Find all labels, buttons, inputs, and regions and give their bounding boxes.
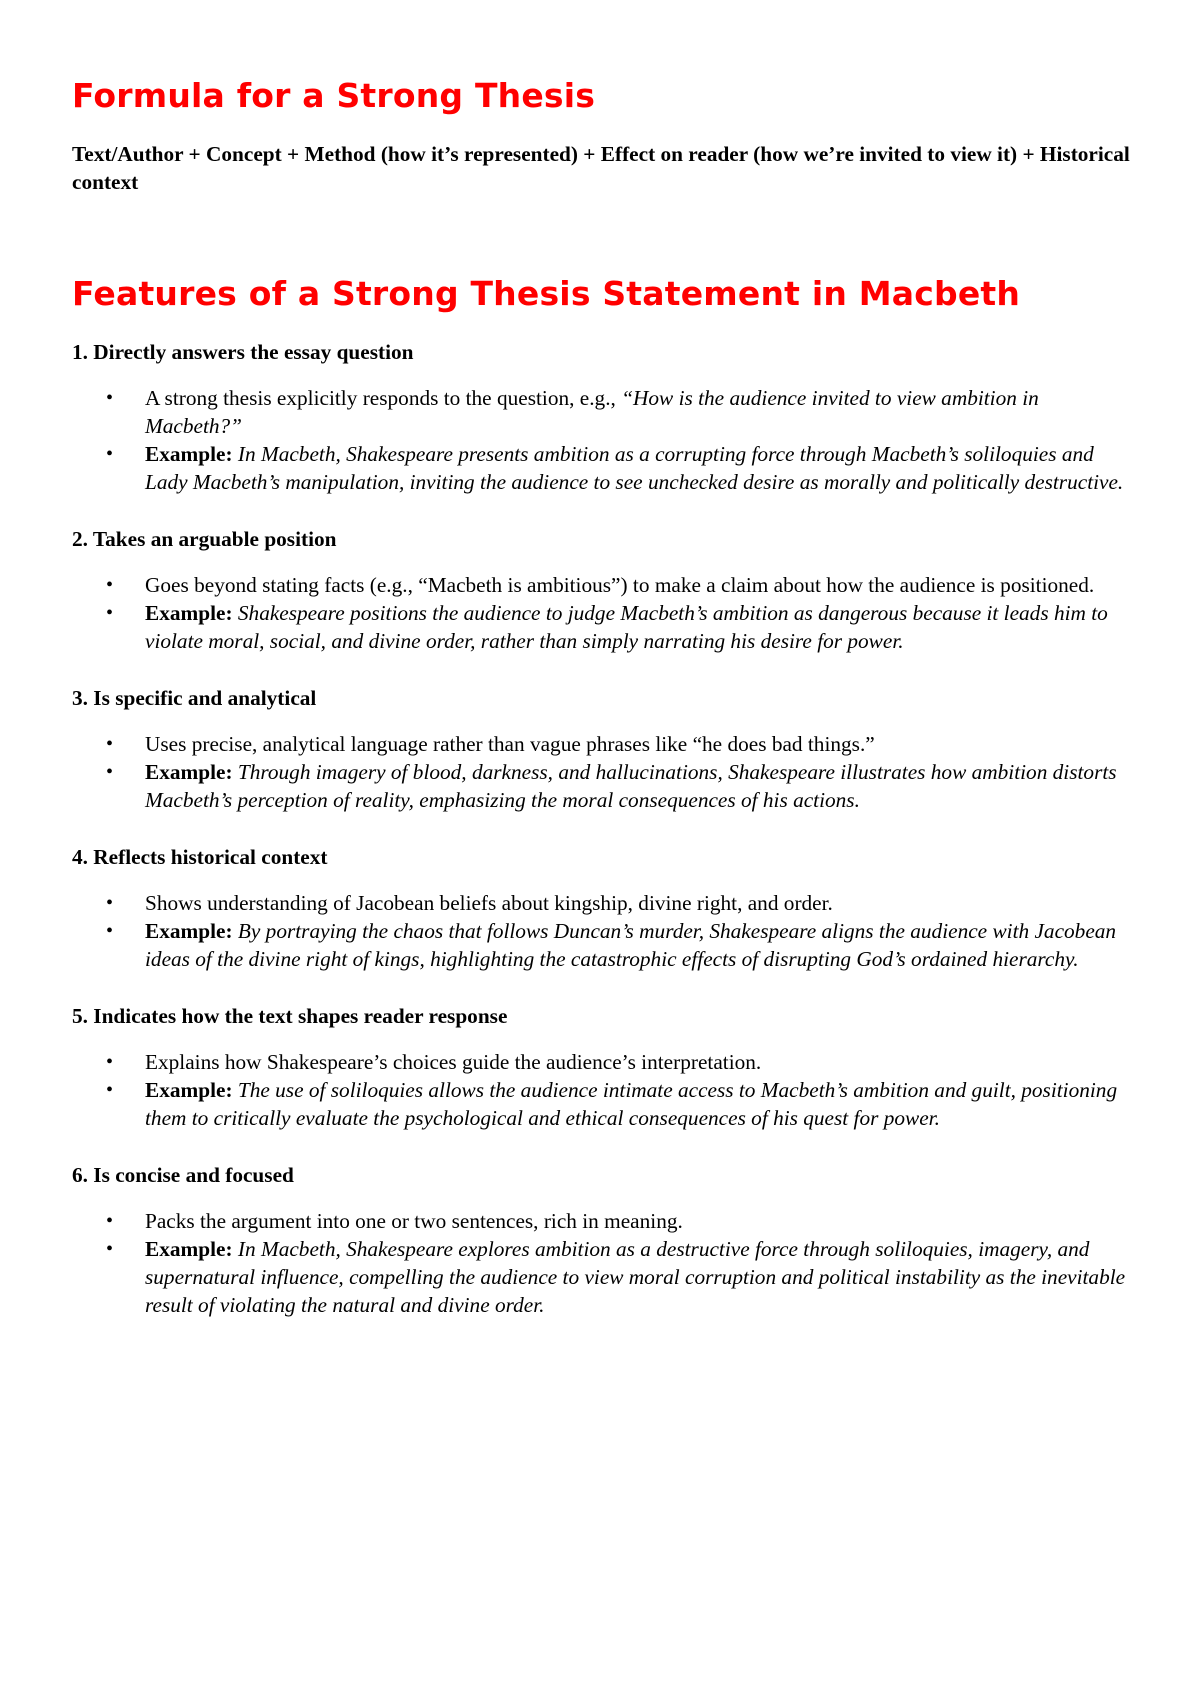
- point-text: Goes beyond stating facts (e.g., “Macbeth is ambitious”) to make a claim about how the audience is positioned.: [145, 573, 1095, 597]
- list-item: [72, 571, 1140, 599]
- list-item: [72, 1235, 1140, 1319]
- feature-title-5: 5. Indicates how the text shapes reader response: [72, 1004, 508, 1028]
- bullet-icon: •: [106, 1079, 114, 1101]
- example-text: Through imagery of blood, darkness, and hallucinations, Shakespeare illustrates how ambition distorts Macbeth’s perception of reality, emphasizing the moral consequences of his actions.: [145, 760, 1117, 812]
- feature-title-2: 2. Takes an arguable position: [72, 527, 337, 551]
- point-text: Explains how Shakespeare’s choices guide the audience’s interpretation.: [145, 1050, 762, 1074]
- feature-points-3: [72, 730, 1140, 814]
- example-label: Example:: [145, 1078, 233, 1102]
- bullet-icon: •: [106, 574, 114, 596]
- feature-points-4: [72, 889, 1140, 973]
- point-text: Uses precise, analytical language rather than vague phrases like “he does bad things.”: [145, 732, 875, 756]
- example-label: Example:: [145, 1237, 233, 1261]
- bullet-icon: •: [106, 1051, 114, 1073]
- feature-title-3: 3. Is specific and analytical: [72, 686, 317, 710]
- list-item: [72, 889, 1140, 917]
- bullet-icon: •: [106, 1210, 114, 1232]
- bullet-icon: •: [106, 920, 114, 942]
- bullet-icon: •: [106, 733, 114, 755]
- list-item: [72, 1048, 1140, 1076]
- feature-section-1: [72, 338, 1140, 496]
- document-content: [72, 76, 1140, 1319]
- point-text: Shows understanding of Jacobean beliefs about kingship, divine right, and order.: [145, 891, 833, 915]
- feature-points-6: [72, 1207, 1140, 1319]
- feature-section-3: [72, 684, 1140, 814]
- point-quote: “How is the audience invited to view ambition in Macbeth?”: [145, 386, 1039, 438]
- feature-points-2: [72, 571, 1140, 655]
- list-item: [72, 599, 1140, 655]
- example-text: In Macbeth, Shakespeare explores ambition as a destructive force through soliloquies, imagery, and supernatural influence, compelling the audience to view moral corruption and political instability as the inevitable result of violating the natural and divine order.: [145, 1237, 1126, 1317]
- feature-section-5: [72, 1002, 1140, 1132]
- bullet-icon: •: [106, 1238, 114, 1260]
- bullet-icon: •: [106, 602, 114, 624]
- feature-section-2: [72, 525, 1140, 655]
- list-item: [72, 1207, 1140, 1235]
- list-item: [72, 440, 1140, 496]
- list-item: [72, 758, 1140, 814]
- example-label: Example:: [145, 601, 233, 625]
- bullet-icon: •: [106, 761, 114, 783]
- point-text: A strong thesis explicitly responds to the question, e.g.,: [145, 386, 622, 410]
- feature-section-4: [72, 843, 1140, 973]
- example-text: Shakespeare positions the audience to judge Macbeth’s ambition as dangerous because it leads him to violate moral, social, and divine order, rather than simply narrating his desire for power.: [145, 601, 1108, 653]
- bullet-icon: •: [106, 892, 114, 914]
- example-text: The use of soliloquies allows the audience intimate access to Macbeth’s ambition and guilt, positioning them to critically evaluate the psychological and ethical consequences of his quest for power.: [145, 1078, 1118, 1130]
- feature-title-4: 4. Reflects historical context: [72, 845, 328, 869]
- feature-title-1: 1. Directly answers the essay question: [72, 340, 414, 364]
- list-item: [72, 917, 1140, 973]
- list-item: [72, 1076, 1140, 1132]
- example-label: Example:: [145, 760, 233, 784]
- list-item: [72, 384, 1140, 440]
- thesis-formula: Text/Author + Concept + Method (how it’s represented) + Effect on reader (how we’re invited to view it) + Historical context: [72, 142, 1130, 194]
- feature-title-6: 6. Is concise and focused: [72, 1163, 294, 1187]
- bullet-icon: •: [106, 387, 114, 409]
- feature-points-1: [72, 384, 1140, 496]
- list-item: [72, 730, 1140, 758]
- bullet-icon: •: [106, 443, 114, 465]
- feature-points-5: [72, 1048, 1140, 1132]
- page-title: Formula for a Strong Thesis: [72, 76, 596, 115]
- example-label: Example:: [145, 919, 233, 943]
- example-label: Example:: [145, 442, 233, 466]
- example-text: By portraying the chaos that follows Duncan’s murder, Shakespeare aligns the audience with Jacobean ideas of the divine right of kings, highlighting the catastrophic effects of disrupting God’s ordained hierarchy.: [145, 919, 1117, 971]
- example-text: In Macbeth, Shakespeare presents ambition as a corrupting force through Macbeth’s soliloquies and Lady Macbeth’s manipulation, inviting the audience to see unchecked desire as morally and politically destructive.: [145, 442, 1124, 494]
- features-heading: Features of a Strong Thesis Statement in Macbeth: [72, 274, 1021, 313]
- point-text: Packs the argument into one or two sentences, rich in meaning.: [145, 1209, 683, 1233]
- feature-section-6: [72, 1161, 1140, 1319]
